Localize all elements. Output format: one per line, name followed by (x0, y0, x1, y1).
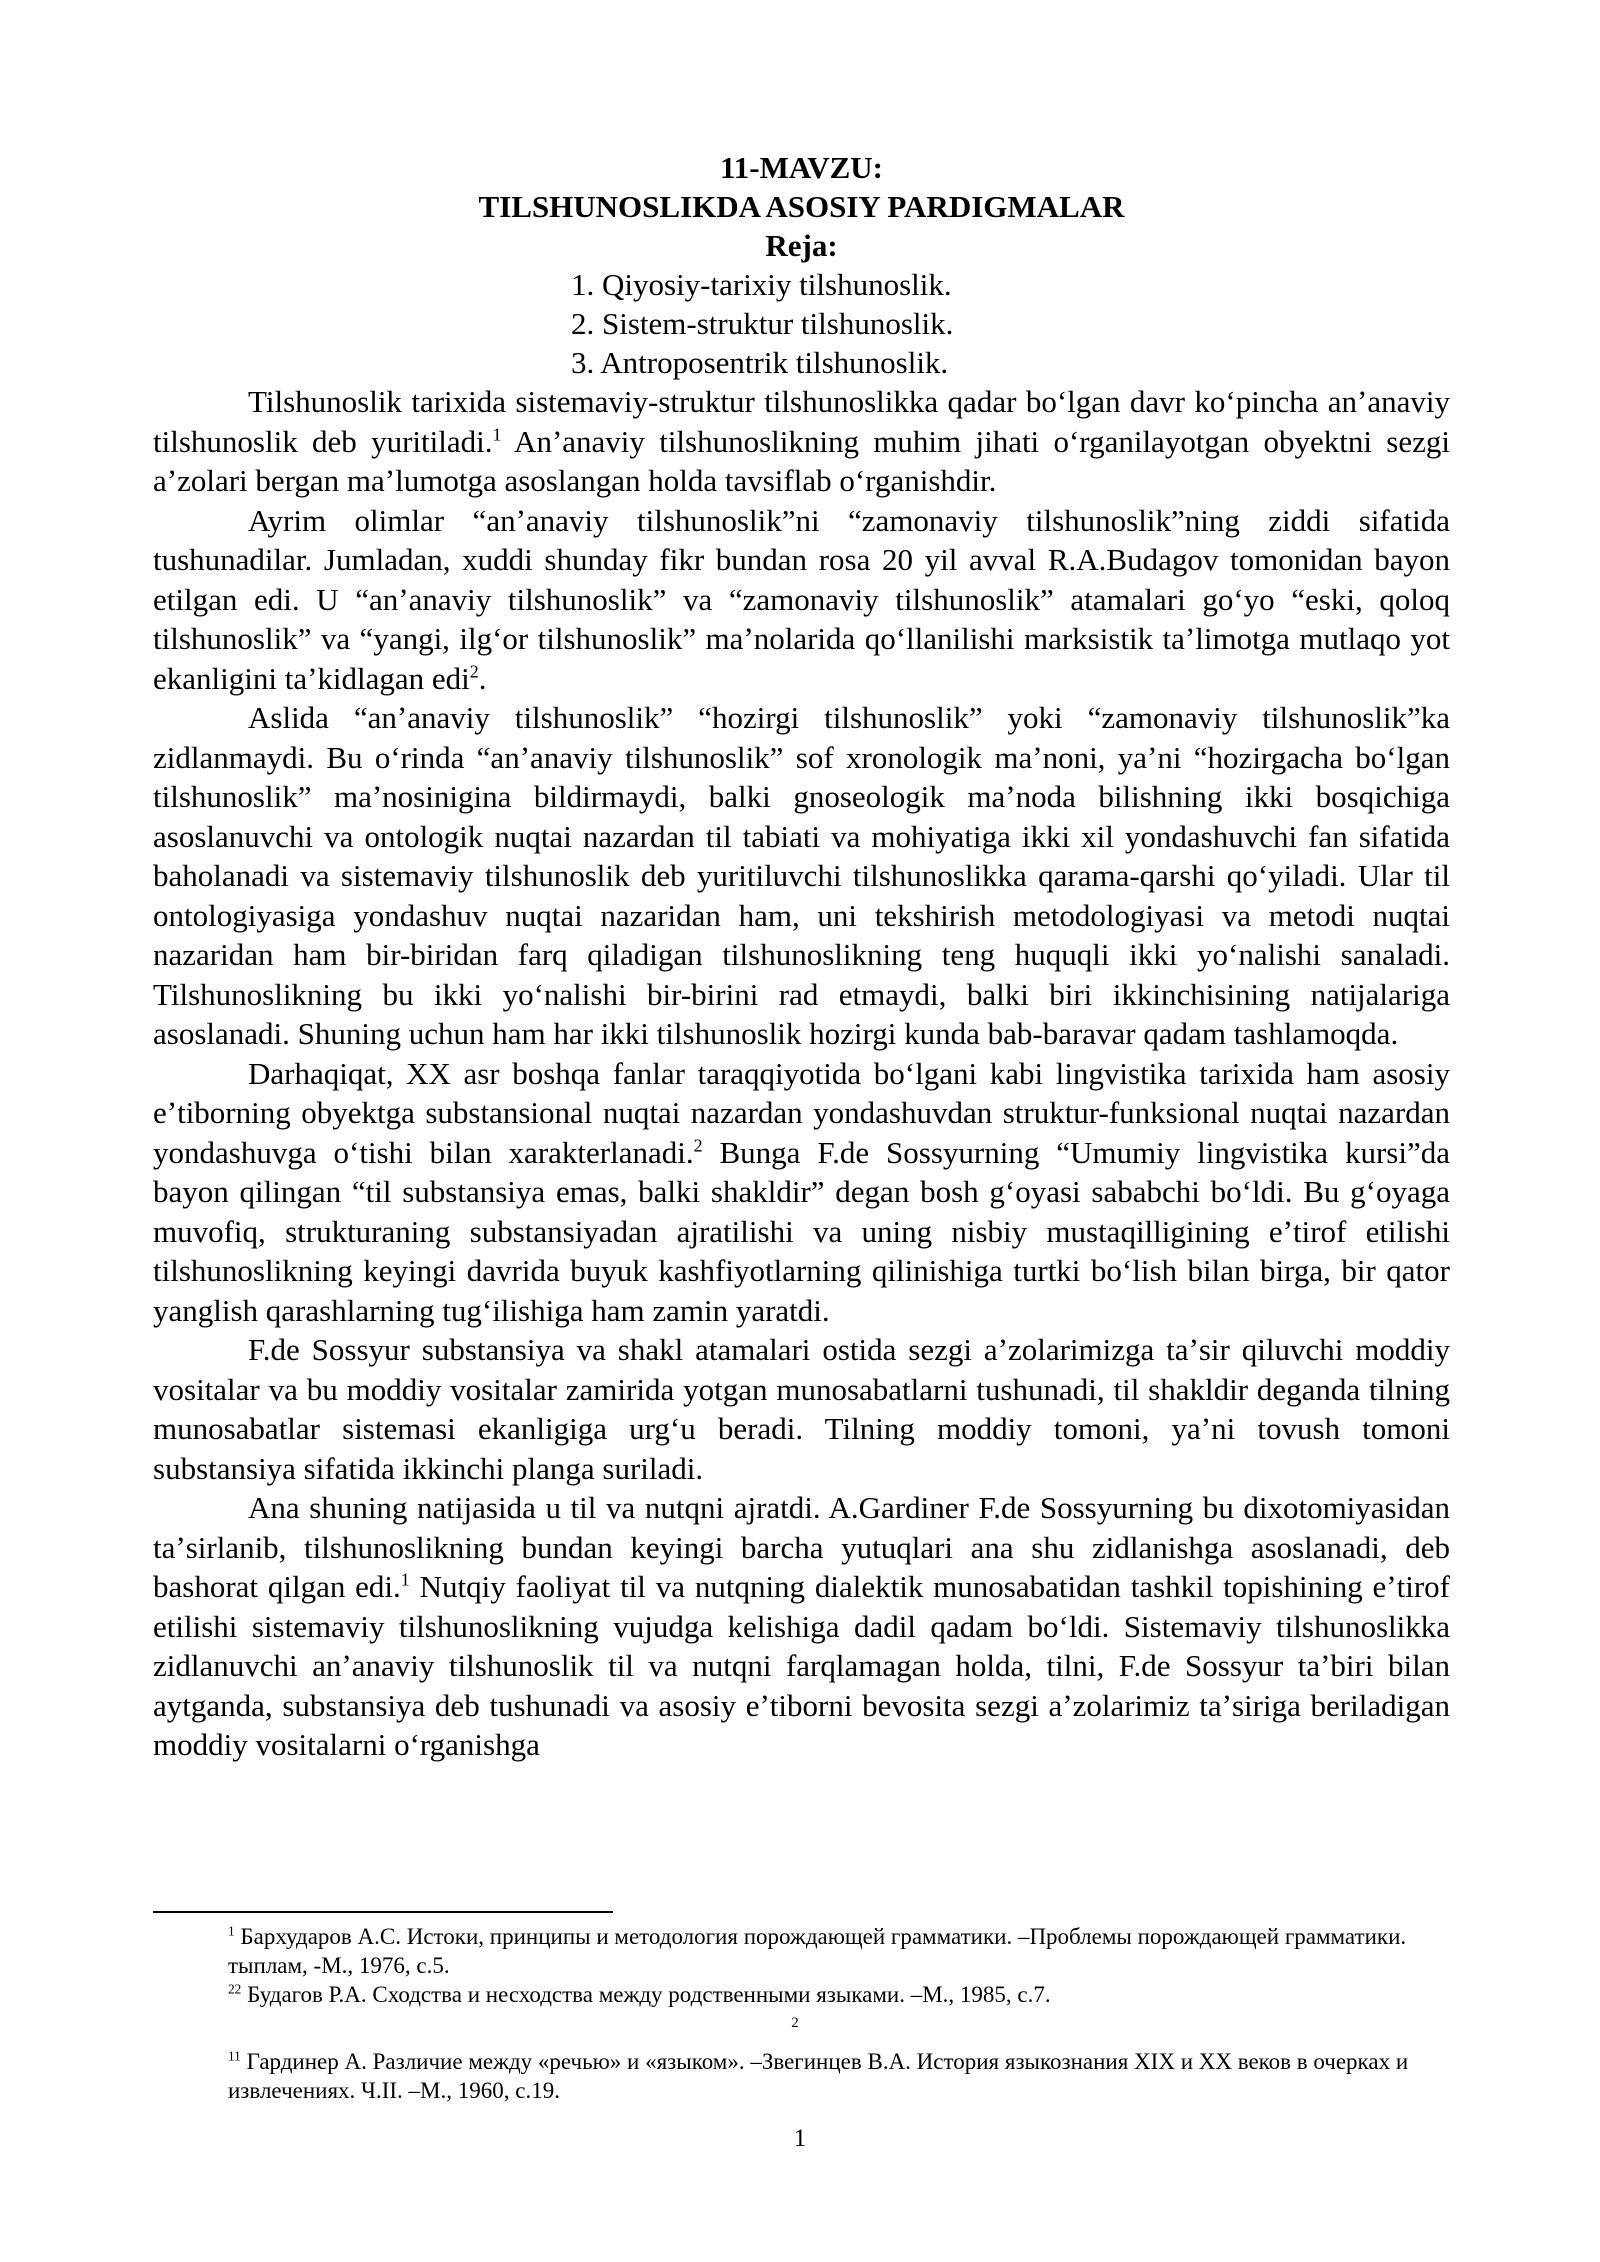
page-number: 1 (793, 2125, 807, 2152)
plan-item: 3. Antroposentrik tilshunoslik. (571, 345, 949, 380)
paragraph-text: Nutqiy faoliyat til va nutqning dialektik munosabatidan tashkil topishining eʼtirof etilishi sistemaviy tilshunoslikning vujudga kelishiga dadil qadam boʻldi. Sistemaviy tilshunoslikka zidlanuvchi anʼanaviy tilshunoslik til va nutqni farqlamagan holda, tilni, F.de Sossyur taʼbiri bilan aytganda, substansiya deb tushunadi va asosiy eʼtiborni bevosita sezgi aʼzolarimiz taʼsiriga beriladigan moddiy vositalarni oʻrganishga (153, 1569, 1450, 1762)
footnote-ref: 2 (469, 661, 479, 682)
paragraph (153, 1054, 1450, 1331)
page-title: TILSHUNOSLIKDA ASOSIY PARDIGMALAR (478, 189, 1125, 224)
footnote-ref: 1 (492, 424, 502, 445)
footnote (228, 1922, 1450, 1980)
footnote-ref: 1 (400, 1569, 410, 1590)
plan-item: 2. Sistem-struktur tilshunoslik. (571, 306, 954, 341)
paragraph-text: . (478, 660, 487, 696)
footnote-page-marker: 2 (791, 2015, 799, 2031)
footnote-mark: 22 (228, 1981, 242, 1997)
footnote-text: Будагов Р.А. Сходства и несходства между родственными языками. –М., 1985, с.7. (241, 1982, 1051, 2007)
paragraph (153, 382, 1450, 501)
footnote (228, 1980, 1450, 2009)
paragraph (153, 501, 1450, 699)
paragraph: Aslida “anʼanaviy tilshunoslik” “hozirgi tilshunoslik” yoki “zamonaviy tilshunoslik”ka zidlanmaydi. Bu oʻrinda “anʼanaviy tilshunoslik” sof xronologik maʼnoni, yaʼni “hozirgacha boʻlgan tilshunoslik” maʼnosinigina bildirmaydi, balki gnoseologik maʼnoda bilishning ikki bosqichiga asoslanuvchi va ontologik nuqtai nazardan til tabiati va mohiyatiga ikki xil yondashuvchi fan sifatida baholanadi va sistemaviy tilshunoslik deb yuritiluvchi tilshunoslikka qarama-qarshi qoʻyiladi. Ular til ontologiyasiga yondashuv nuqtai nazaridan ham, uni tekshirish metodologiyasi va metodi nuqtai nazaridan ham bir-biridan farq qiladigan tilshunoslikning teng huquqli ikki yoʻnalishi sanaladi. Tilshunoslikning bu ikki yoʻnalishi bir-birini rad etmaydi, balki biri ikkinchisining natijalariga asoslanadi. Shuning uchun ham har ikki tilshunoslik hozirgi kunda bab-baravar qadam tashlamoqda. (153, 700, 1450, 1051)
plan-item: 1. Qiyosiy-tarixiy tilshunoslik. (571, 267, 952, 302)
paragraph (153, 1488, 1450, 1765)
paragraph: F.de Sossyur substansiya va shakl atamalari ostida sezgi aʼzolarimizga taʼsir qiluvchi moddiy vositalar va bu moddiy vositalar zamirida yotgan munosabatlarni tushunadi, til shakldir deganda tilning munosabatlar sistemasi ekanligiga urgʻu beradi. Tilning moddiy tomoni, yaʼni tovush tomoni substansiya sifatida ikkinchi planga suriladi. (153, 1332, 1450, 1486)
paragraph-text: Ana shuning natijasida u til va nutqni ajratdi. A.Gardiner F.de Sossyurning bu dixotomiyasidan taʼsirlanib, tilshunoslikning bundan keyingi barcha yutuqlari ana shu zidlanishga asoslanadi, deb bashorat qilgan edi. (153, 1490, 1450, 1604)
footnote (228, 2047, 1450, 2105)
plan-list (153, 265, 1450, 382)
paragraph-text: Ayrim olimlar “anʼanaviy tilshunoslik”ni “zamonaviy tilshunoslik”ning ziddi sifatida tushunadilar. Jumladan, xuddi shunday fikr bundan rosa 20 yil avval R.A.Budagov tomonidan bayon etilgan edi. U “anʼanaviy tilshunoslik” va “zamonaviy tilshunoslik” atamalari goʻyo “eski, qoloq tilshunoslik” va “yangi, ilgʻor tilshunoslik” maʼnolarida qoʻllanilishi marksistik taʼlimotga mutlaqo yot ekanligini taʼkidlagan edi (153, 502, 1450, 696)
footnote-text: Бархударов А.С. Истоки, принципы и методология порождающей грамматики. –Проблемы порождающей грамматики. тыплам, -М., 1976, с.5. (228, 1924, 1407, 1978)
plan-heading: Reja: (765, 228, 838, 263)
paragraph-text: Bunga F.de Sossyurning “Umumiy lingvistika kursi”da bayon qilingan “til substansiya emas, balki shakldir” degan bosh gʻoyasi sababchi boʻldi. Bu gʻoyaga muvofiq, strukturaning substansiyadan ajratilishi va uning nisbiy mustaqilligining eʼtirof etilishi tilshunoslikning keyingi davrida buyuk kashfiyotlarning qilinishiga turtki boʻlish bilan birga, bir qator yanglish qarashlarning tugʻilishiga ham zamin yaratdi. (153, 1134, 1450, 1328)
footnotes (228, 1922, 1450, 2105)
footnote-separator (153, 1911, 613, 1913)
main-content (153, 148, 1450, 1765)
paragraph-text: Anʼanaviy tilshunoslikning muhim jihati oʻrganilayotgan obyektni sezgi aʼzolari bergan maʼlumotga asoslangan holda tavsiflab oʻrganishdir. (153, 423, 1450, 498)
topic-number: 11-MAVZU: (719, 150, 884, 185)
footnote-mark: 1 (228, 1923, 235, 1939)
paragraph-text: Tilshunoslik tarixida sistemaviy-struktur tilshunoslikka qadar boʻlgan davr koʻpincha anʼanaviy tilshunoslik deb yuritiladi. (153, 384, 1450, 459)
paragraph-text: Darhaqiqat, XX asr boshqa fanlar taraqqiyotida boʻlgani kabi lingvistika tarixida ham asosiy eʼtiborning obyektga substansional nuqtai nazardan yondashuvdan struktur-funksional nuqtai nazardan yondashuvga oʻtishi bilan xarakterlanadi. (153, 1055, 1450, 1170)
footnote-mark: 11 (228, 2048, 241, 2064)
footnote-ref: 2 (693, 1135, 703, 1156)
footnote-text: Гардинер А. Различие между «речью» и «языком». –Звегинцев В.А. История языкознания XIX и XX веков в очерках и извлечениях. Ч.II. –М., 1960, с.19. (228, 2049, 1409, 2103)
